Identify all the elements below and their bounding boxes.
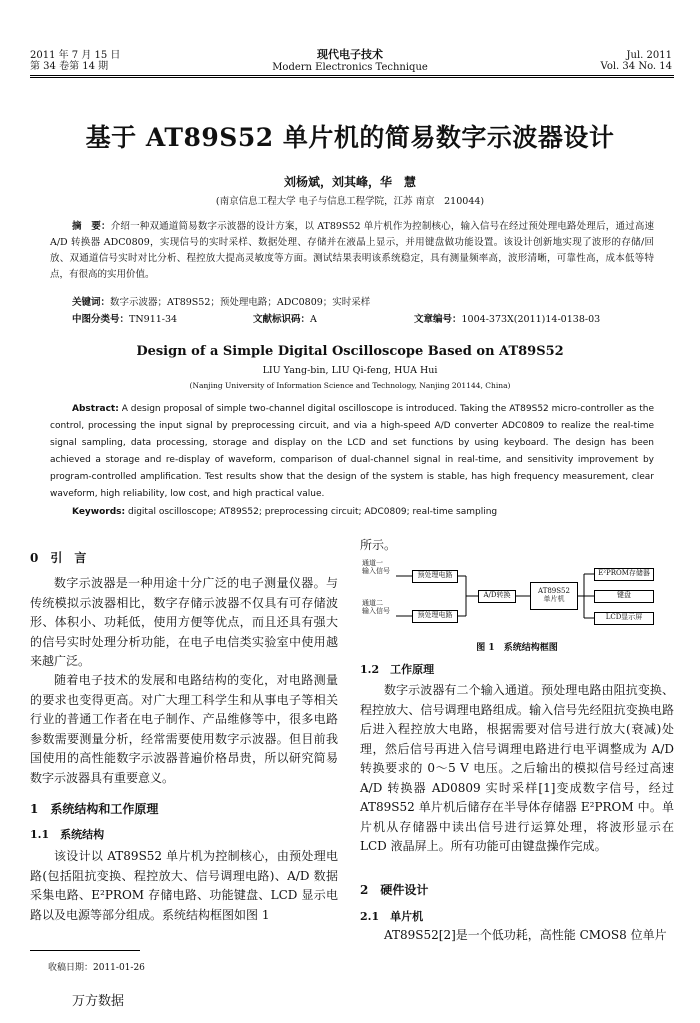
- issue-volume: 第 34 卷第 14 期: [30, 61, 109, 72]
- mcu-box: [530, 582, 578, 610]
- header-rule-thin: [30, 77, 674, 78]
- authors-en: LIU Yang-bin, LIU Qi-feng, HUA Hui: [262, 365, 438, 376]
- abstract-cn: [50, 219, 654, 283]
- keywords-en-label: Keywords:: [72, 507, 126, 517]
- issue-date: 2011 年 7 月 15 日: [30, 50, 121, 61]
- keywords-cn: [72, 295, 370, 311]
- lcd-box: LCD显示屏: [594, 612, 654, 625]
- article-no-label: 文章编号：: [414, 314, 462, 325]
- section-2-1-heading: 2.1 单片机: [360, 910, 424, 923]
- mcu-paragraph: AT89S52[2]是一个低功耗，高性能 CMOS8 位单片: [384, 928, 667, 942]
- received-date: 收稿日期：2011-01-26: [48, 963, 145, 973]
- abstract-en: [50, 401, 654, 503]
- clc-number: [72, 312, 177, 328]
- clc-label: 中图分类号：: [72, 314, 130, 325]
- section-1-2-heading: 1.2 工作原理: [360, 663, 435, 676]
- section-2-heading: 2 硬件设计: [360, 883, 429, 897]
- footnote-rule: [30, 950, 140, 951]
- authors-cn: 刘杨斌，刘其峰，华 慧: [283, 175, 416, 189]
- channel-2-input-label: 输入信号: [362, 607, 390, 615]
- section-0-heading: 0 引 言: [30, 551, 87, 565]
- adc-box: A/D转换: [478, 590, 516, 603]
- section-1-1-heading: 1.1 系统结构: [30, 828, 105, 841]
- preprocess-box-2: 预处理电路: [412, 610, 458, 623]
- affiliation-cn: (南京信息工程大学 电子与信息工程学院，江苏 南京 210044): [215, 196, 485, 207]
- document-code: [253, 312, 317, 328]
- figure-1-caption: 图 1 系统结构框图: [476, 643, 558, 653]
- paper-title-en: Design of a Simple Digital Oscilloscope Based on AT89S52: [136, 344, 564, 359]
- mcu-label-1: AT89S52: [538, 587, 570, 595]
- continued-text: 所示。: [360, 538, 397, 552]
- abstract-cn-text: 介绍一种双通道简易数字示波器的设计方案，以 AT89S52 单片机作为控制核心，输入信号在经过预处理电路处理后，通过高速 A/D 转换器 ADC0809，实现信号的实时采样、数据处理、存储并在液晶上显示，并用键盘做功能设置。该设计创新地实现了波形的存储/回放、双通道信号实时对比分析、程控放大提高灵敏度等方面。测试结果表明该系统稳定，具有测量频率高，波形清晰，可靠性高，成本低等特点，有很高的实用价值。: [50, 221, 654, 280]
- intro-paragraph-2: 随着电子技术的发展和电路结构的变化，对电路测量的要求也变得更高。对广大理工科学生和从事电子等相关行业的普通工作者在电子制作、产品维修等中，很多电路参数需要测量分析，经常需要使用数字示波器。但目前我国使用的高性能数字示波器普遍价格昂贵，所以研究简易数字示波器具有重要意义。: [30, 673, 338, 785]
- journal-title: 现代电子技术: [317, 48, 383, 61]
- mcu-label-2: 单片机: [543, 595, 565, 603]
- issue-volume-en: Vol. 34 No. 14: [600, 61, 672, 72]
- abstract-cn-label: 摘 要：: [72, 221, 111, 232]
- keywords-en: [72, 504, 497, 521]
- article-no-value: 1004-373X(2011)14-0138-03: [461, 314, 601, 325]
- system-structure-paragraph: 该设计以 AT89S52 单片机为控制核心，由预处理电路(包括阻抗变换、程控放大、信号调理电路)、A/D 数据采集电路、E²PROM 存储电路、功能键盘、LCD 显示电路以及电源等部分组成。系统结构框图如图 1: [30, 849, 338, 922]
- channel-1-input-label: 输入信号: [362, 567, 390, 575]
- clc-value: TN911-34: [129, 314, 178, 325]
- doc-code-value: A: [310, 314, 317, 325]
- source-watermark: 万方数据: [72, 994, 125, 1009]
- abstract-en-text: A design proposal of simple two-channel digital oscilloscope is introduced. Taking the AT89S52 micro-controller as the control, processing the input signal by preprocessing circuit, and via a high-speed A/D converter ADC0809 to realize the real-time signal sampling, data processing, storage and display on the LCD and set functions by using keyboard. The design has been achieved a storage and re-display of waveform, comparison of dual-channel signal in real-time, and sensitivity improvement by program-controlled amplification. Test results show that the design of the system is stable, has high frequency measurement, clear waveform, high reliability, low cost, and high practical value.: [50, 404, 654, 499]
- system-block-diagram: [362, 556, 672, 630]
- channel-1-label: 通道一: [362, 559, 383, 567]
- intro-paragraph-1: 数字示波器是一种用途十分广泛的电子测量仪器。与传统模拟示波器相比，数字存储示波器不仅具有可存储波形、体积小、功耗低，使用方便等优点，而且还具有强大的信号实时处理分析功能，在电子电信类实验室中使用越来越广泛。: [30, 576, 338, 668]
- journal-title-en: Modern Electronics Technique: [272, 62, 428, 73]
- paper-title: 基于 AT89S52 单片机的简易数字示波器设计: [85, 123, 615, 152]
- keywords-cn-label: 关键词：: [72, 297, 111, 308]
- keyboard-box: 键盘: [594, 590, 654, 603]
- preprocess-box-1: 预处理电路: [412, 570, 458, 583]
- channel-2-label: 通道二: [362, 599, 383, 607]
- affiliation-en: (Nanjing University of Information Science and Technology, Nanjing 201144, China): [189, 381, 511, 390]
- header-rule: [30, 75, 674, 76]
- eeprom-box: E²PROM存储器: [594, 568, 654, 581]
- article-number: [414, 312, 600, 328]
- keywords-en-text: digital oscilloscope; AT89S52; preprocessing circuit; ADC0809; real-time sampling: [128, 507, 498, 517]
- working-principle-paragraph: 数字示波器有二个输入通道。预处理电路由阻抗变换、程控放大、信号调理电路组成。输入信号先经阻抗变换电路后进入程控放大电路，根据需要对信号进行放大(衰减)处理，然后信号再进入信号调理电路进行电平调整成为 A/D 转换要求的 0～5 V 电压。之后输出的模拟信号经过高速 A/D 转换器 AD0809 实时采样[1]变成数字信号，经过 AT89S52 单片机后储存在半导体存储器 E²PROM 中。单片机从存储器中读出信号进行运算处理，将波形显示在 LCD 液晶屏上。所有功能可由键盘操作完成。: [360, 683, 674, 853]
- doc-code-label: 文献标识码：: [253, 314, 311, 325]
- keywords-cn-text: 数字示波器；AT89S52；预处理电路；ADC0809；实时采样: [110, 297, 371, 308]
- section-1-heading: 1 系统结构和工作原理: [30, 802, 159, 816]
- issue-date-en: Jul. 2011: [626, 50, 672, 61]
- abstract-en-label: Abstract:: [72, 404, 119, 414]
